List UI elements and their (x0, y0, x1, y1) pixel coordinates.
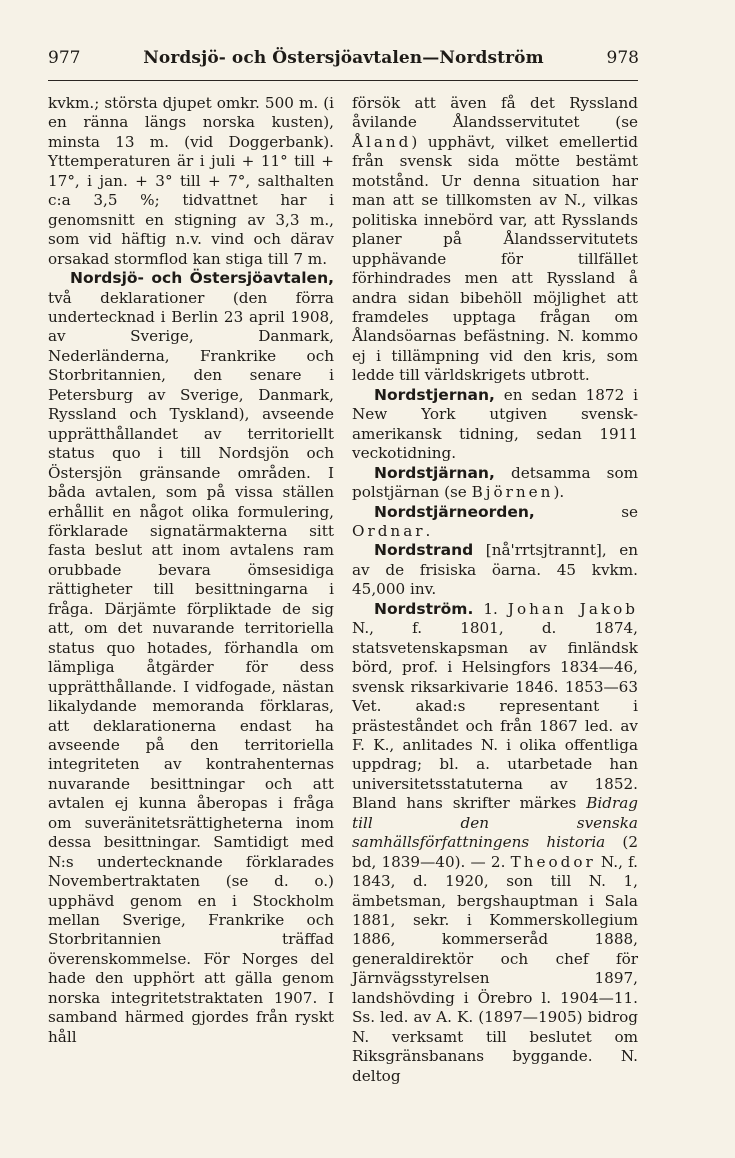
entry-body: se (534, 502, 638, 521)
right-column (352, 94, 638, 1086)
entry-body-end: ). (553, 483, 565, 502)
text-run: (2 bd, 1839—40). — 2. (352, 833, 638, 871)
text-run: N., f. 1843, d. 1920, son till N. 1, ämbetsman, bergshauptman i Sala 1881, sekr. i Kommerskollegium 1886, kommerseråd 1888, generaldirektör och chef för Järnvägsstyrelsen 1897, landshövding i Örebro l. 1904—11. Ss. led. av A. K. (1897—1905) bidrog N. verksamt till beslutet om Riksgränsbanans byggande. N. deltog (352, 852, 638, 1085)
running-header (48, 48, 639, 76)
entry-body-end: . (425, 521, 431, 540)
entry-nordstjarnan (352, 464, 638, 503)
entry-body: två deklarationer (den förra undertecknad i Berlin 23 april 1908, av Sverige, Danmark, Nederländerna, Frankrike och Storbritannien, den senare i Petersburg av Sverige, Danmark, Ryssland och Tyskland), avseende upprätthållandet av territoriellt status quo i till Nordsjön och Östersjön gränsande områden. I båda avtalen, som på vissa ställen erhållit en något olika formulering, förklarade signatärmakterna sitt fasta beslut att inom avtalens ram orubbade bevara ömsesidiga rättigheter till besittningarna i fråga. Därjämte förpliktade de sig att, om det nuvarande territoriella status quo hotades, förhandla om lämpliga åtgärder för dess upprätthållande. I vidfogade, nästan likalydande memoranda förklaras, att deklarationerna endast ha avseende på den territoriella integriteten av kontrahenternas nuvarande besittningar och att avtalen ej kunna åberopas i fråga om suveränitetsrättigheterna inom dessa besittningar. Samtidigt med N:s undertecknande förklarades Novembertraktaten (se d. o.) upphävd genom en i Stockholm mellan Sverige, Frankrike och Storbritannien träffad överenskommelse. För Norges del hade den upphört att gälla genom norska integritetstraktaten 1907. I samband härmed gjordes från ryskt håll (48, 288, 334, 1046)
entry-headword: Nordstjernan, (374, 385, 495, 404)
entry-nordstrom (352, 600, 638, 1086)
left-column (48, 94, 334, 1047)
person-name: Johan Jakob (507, 599, 638, 618)
cross-reference: Ordnar (352, 521, 426, 540)
entry-headword: Nordsjö- och Östersjöavtalen, (70, 269, 334, 288)
entry-headword: Nordström. (374, 599, 474, 618)
text-run: försök att även få det Ryssland åvilande Ålandsservitutet (se (352, 94, 638, 132)
text-run: 1. (473, 599, 508, 618)
entry-nordsjo-ostersjoavtalen (48, 269, 334, 1047)
entry-body: [nå'rrtsjtrannt], en av de frisiska öarna. 45 kvkm. 45,000 inv. (352, 541, 638, 599)
page-number-right: 978 (606, 48, 639, 68)
text-run: ) upphävt, vilket emellertid från svensk sida mötte bestämt motstånd. Ur denna situation har man att se tillkomsten av N., vilkas politiska innebörd var, att Rysslands planer på Ålandsservitutets upphävande för tillfället förhindrades men att Ryssland å andra sidan bibehöll möjlighet att framdeles upptaga frågan om Ålandsöarnas befästning. N. kommo ej i tillämpning vid den kris, som ledde till världskrigets utbrott. (352, 132, 638, 385)
page-number-left: 977 (48, 48, 81, 68)
entry-headword: Nordstjärnan, (374, 463, 495, 482)
entry-headword: Nordstrand (374, 541, 474, 560)
text-run: N., f. 1801, d. 1874, statsvetenskapsman av finländsk börd, prof. i Helsingfors 1834—46, svensk riksarkivarie 1846. 1853—63 Vet. akad:s representant i prästeståndet och från 1867 led. av F. K., anlitades N. i olika offentliga uppdrag; bl. a. utarbetade han universitetsstatuterna av 1852. Bland hans skrifter märkes (352, 619, 638, 813)
continued-text: kvkm.; största djupet omkr. 500 m. (i en ränna längs norska kusten), minsta 13 m. (vid Doggerbank). Yttemperaturen är i juli + 11° till + 17°, i jan. + 3° till + 7°, salthalten c:a 3,5 %; tidvattnet har i genomsnitt en stigning av 3,3 m., som vid häftig n.v. vind och därav orsakad stormflod kan stiga till 7 m. (48, 94, 334, 268)
entry-nordstjarneorden (352, 503, 638, 542)
person-name: Theodor (510, 852, 596, 871)
continued-text (352, 94, 638, 386)
entry-body: detsamma som polstjärnan (se (352, 463, 638, 502)
cross-reference: Björnen (471, 483, 554, 502)
entry-nordstjernan (352, 386, 638, 464)
header-rule (48, 80, 638, 81)
book-title: Bidrag till den svenska samhällsförfattningens historia (352, 794, 638, 852)
cross-reference: Åland (352, 132, 412, 151)
entry-headword: Nordstjärneorden, (374, 502, 535, 521)
entry-nordstrand (352, 541, 638, 599)
entry-body: en sedan 1872 i New York utgiven svensk-amerikansk tidning, sedan 1911 veckotidning. (352, 385, 638, 463)
running-title: Nordsjö- och Östersjöavtalen—Nordström (143, 48, 544, 68)
